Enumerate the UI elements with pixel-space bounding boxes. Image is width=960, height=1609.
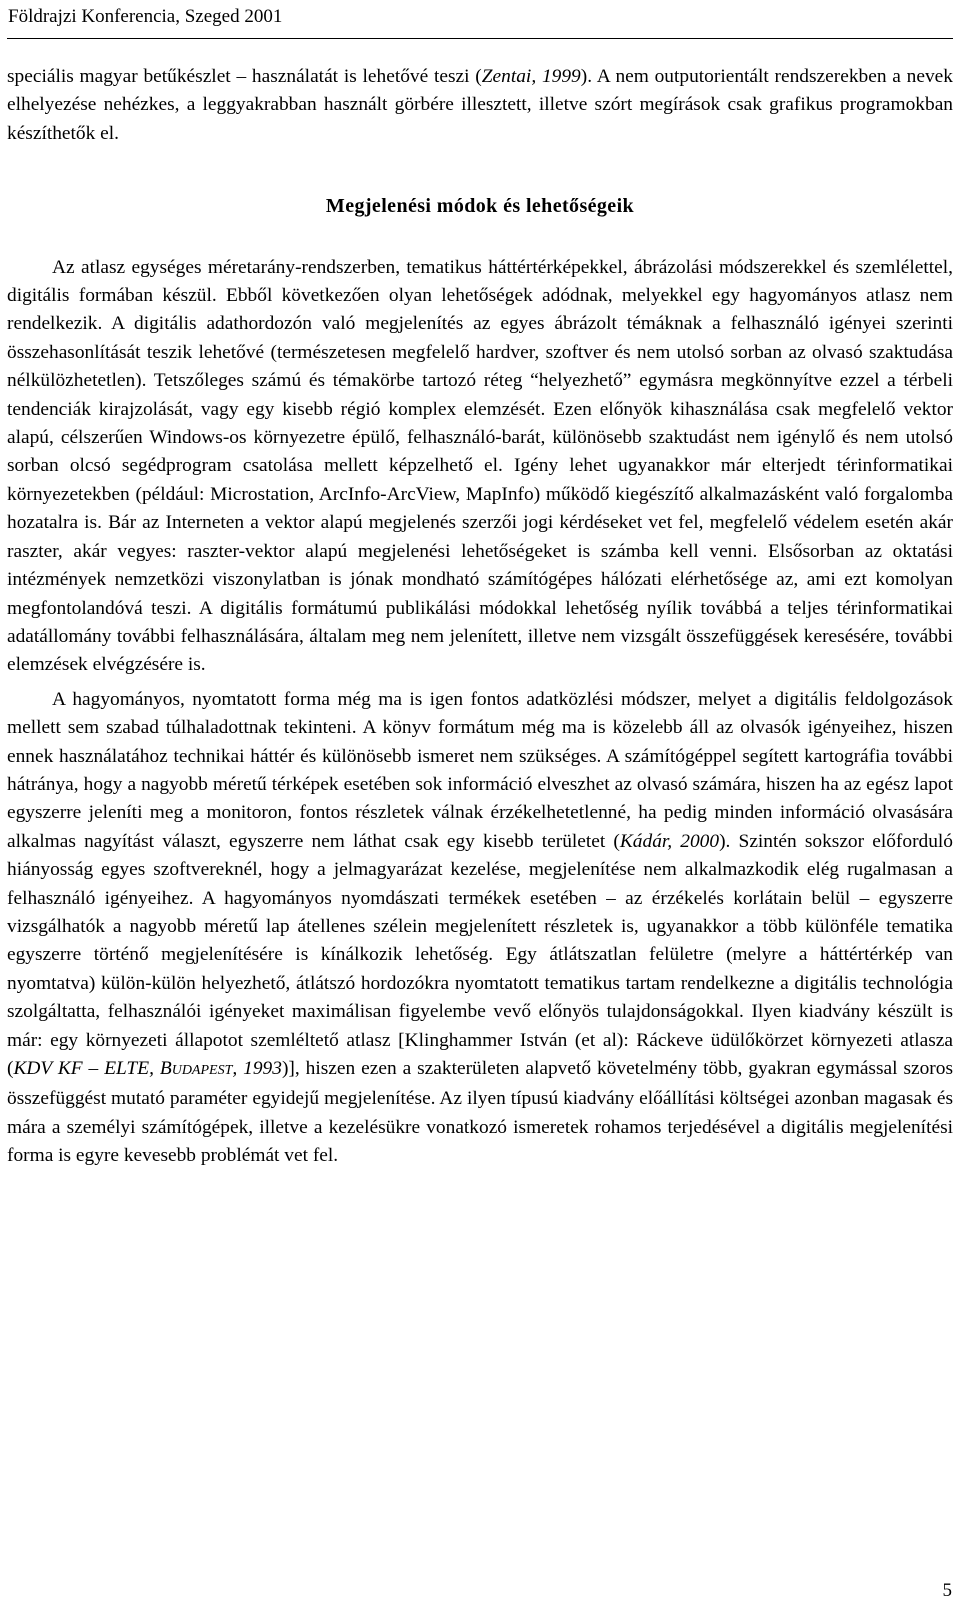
citation-kdv: KDV KF – ELTE, BUDAPEST, 1993 — [13, 1058, 282, 1079]
running-header: Földrajzi Konferencia, Szeged 2001 — [8, 6, 283, 27]
paragraph-3: A hagyományos, nyomtatott forma még ma is igen fontos adatközlési módszer, melyet a digitális feldolgozások mellett sem szabad túlhaladottnak tekinteni. A könyv formátum még ma is közelebb áll az olvasók igényeihez, hiszen ennek használatához technikai háttér és különösebb ismeret nem szükséges. A számítógéppel segített kartográfia további hátránya, hogy a nagyobb méretű térképek esetében sok információ elveszhet az olvasó számára, hiszen ha az egész lapot egyszerre jeleníti meg a monitoron, fontos részletek válnak érzékelhetetlenné, ha pedig minden információ olvasására alkalmas nagyítást választ, egyszerre nem láthat csak egy kisebb területet (Kádár, 2000). Szintén sokszor előforduló hiányosság egyes szoftvereknél, hogy a jelmagyarázat kezelése, megjelenítése nem alkalmazkodik elég rugalmasan a felhasználó igényeihez. A hagyományos nyomdászati termékek esetében – az érzékelés korlátain belül – egyszerre vizsgálhatók a nagyobb méretű lap átellenes szélein megjelenített részletek is, ugyanakkor a több különféle tematika egyszerre történő megjelenítésére is kínálkozik lehetőség. Egy átlátszatlan felületre (melyre a háttértérkép van nyomtatva) külön-külön helyezhető, átlátszó hordozókra nyomtatott tematikus tartam rendelkezne a digitális technológia szolgáltatta, felhasználói igényeket maximálisan figyelembe vevő előnyös tulajdonságokkal. Ilyen kiadvány készült is már: egy környezeti állapotot szemléltető atlasz [Klinghammer István (et al): Ráckeve üdülőkörzet környezeti atlasza (KDV KF – ELTE, BUDAPEST, 1993)], hiszen ezen a szakterületen alapvető követelmény több, gyakran egymással szoros összefüggést mutató paraméter egyidejű megjelenítése. Az ilyen típusú kiadvány előállítási költségei azonban magasak és mára a személyi számítógépek, illetve a kezelésükre vonatkozó ismeretek rohamos terjedésével a digitális megjelenítési forma is egyre kevesebb problémát vet fel. — [7, 688, 953, 1167]
section-heading: Megjelenési módok és lehetőségeik — [325, 195, 635, 218]
page-body — [7, 63, 953, 1171]
header-divider — [7, 38, 953, 39]
citation-zentai: Zentai, 1999 — [481, 66, 581, 87]
paragraph-1: speciális magyar betűkészlet – használatát is lehetővé teszi (Zentai, 1999). A nem outputorientált rendszerekben a nevek elhelyezése nehézkes, a leggyakrabban használt görbére illesztett, illetve szórt megírások csak grafikus programokban készíthetők el. — [7, 66, 953, 144]
page-number: 5 — [942, 1580, 952, 1601]
citation-kadar: Kádár, 2000 — [619, 830, 720, 852]
paragraph-2: Az atlasz egységes méretarány-rendszerben, tematikus háttértérképekkel, ábrázolási módszerekkel és szemlélettel, digitális formában készül. Ebből következően olyan lehetőségek adódnak, melyekkel egy hagyományos atlasz nem rendelkezik. A digitális adathordozón való megjelenítés az egyes ábrázolt témáknak a felhasználó igényei szerinti összehasonlítását teszik lehetővé (természetesen megfelelő hardver, szoftver és nem utolsó sorban az olvasó szaktudása nélkülözhetetlen). Tetszőleges számú és témakörbe tartozó réteg “helyezhető” egymásra megkönnyítve ezzel a térbeli tendenciák kirajzolását, vagy egy kisebb régió komplex elemzését. Ezen előnyök kihasználása csak megfelelő vektor alapú, célszerűen Windows-os környezetre épülő, felhasználó-barát, különösebb szaktudást nem igénylő és nem utolsó sorban olcsó segédprogram csatolása mellett képzelhető el. Igény lehet ugyanakkor már elterjedt térinformatikai környezetekben (például: Microstation, ArcInfo-ArcView, MapInfo) működő kiegészítő alkalmazásként való forgalomba hozatalra is. Bár az Interneten a vektor alapú megjelenés szerzői jogi kérdéseket vet fel, megfelelő védelem esetén akár raszter, akár vegyes: raszter-vektor alapú megjelenési lehetőségeket is számba kell venni. Elsősorban az oktatási intézmények nemzetközi viszonylatban is jónak mondható számítógépes hálózati elérhetősége az, ami ezt komolyan megfontolandóvá teszi. A digitális formátumú publikálási módokkal lehetőség nyílik továbbá a teljes térinformatikai adatállomány további felhasználására, általam meg nem jelenített, illetve nem vizsgált összefüggések keresésére, további elemzések elvégzésére is. — [7, 256, 953, 676]
